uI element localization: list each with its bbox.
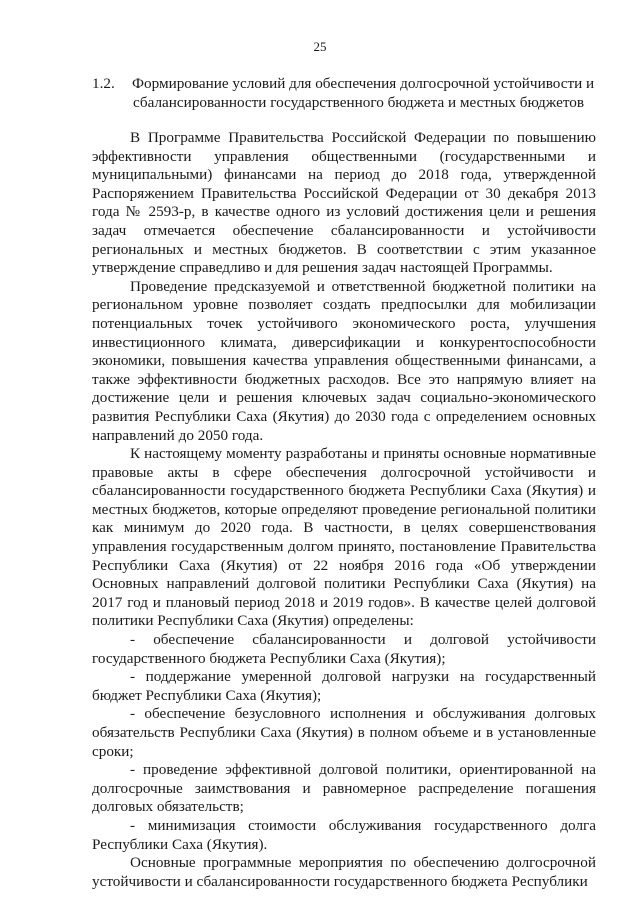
section-title-line-2: сбалансированности государственного бюджета и местных бюджетов [132, 94, 585, 111]
list-item: - обеспечение сбалансированности и долговой устойчивости государственного бюджета Республики Саха (Якутия); [92, 631, 596, 667]
section-title-line-1: Формирование условий для обеспечения долгосрочной устойчивости и [132, 75, 595, 92]
page-number: 25 [313, 39, 327, 54]
list-item: - проведение эффективной долговой политики, ориентированной на долгосрочные заимствования и равномерное распределение погашения долговых обязательств; [92, 761, 596, 816]
list-item: - обеспечение безусловного исполнения и обслуживания долговых обязательств Республики Саха (Якутия) в полном объеме и в установленные сроки; [92, 705, 596, 760]
body-text [92, 129, 596, 891]
list-item: - поддержание умеренной долговой нагрузки на государственный бюджет Республики Саха (Якутия); [92, 668, 596, 704]
closing-paragraph: Основные программные мероприятия по обеспечению долгосрочной устойчивости и сбалансированности государственного бюджета Республики [92, 854, 596, 890]
paragraph: В Программе Правительства Российской Федерации по повышению эффективности управления общественными (государственными и муниципальными) финансами на период до 2018 года, утвержденной Распоряжением Правительства Российской Федерации от 30 декабря 2013 года № 2593-р, в качестве одного из условий достижения цели и решения задач отмечается обеспечение сбалансированности и устойчивости региональных и местных бюджетов. В соответствии с этим указанное утверждение справедливо и для решения задач настоящей Программы. [92, 129, 596, 277]
list-item: - минимизация стоимости обслуживания государственного долга Республики Саха (Якутия). [92, 816, 596, 853]
section-number: 1.2. [92, 75, 115, 92]
paragraph: Проведение предсказуемой и ответственной бюджетной политики на региональном уровне позволяет создать предпосылки для мобилизации потенциальных точек устойчивого экономического роста, улучшения инвестиционного климата, диверсификации и конкурентоспособности экономики, повышения качества управления общественными финансами, а также эффективности бюджетных расходов. Все это напрямую влияет на достижение цели и решения ключевых задач социально-экономического развития Республики Саха (Якутия) до 2030 года с определением основных направлений до 2050 года. [92, 277, 596, 444]
section-heading [92, 74, 607, 112]
paragraph: К настоящему моменту разработаны и приняты основные нормативные правовые акты в сфере обеспечения долгосрочной устойчивости и сбалансированности государственного бюджета Республики Саха (Якутия) и местных бюджетов, которые определяют проведение региональной политики как минимум до 2020 года. В частности, в целях совершенствования управления государственным долгом принято, постановление Правительства Республики Саха (Якутия) от 22 ноября 2016 года «Об утверждении Основных направлений долговой политики Республики Саха (Якутия) на 2017 год и плановый период 2018 и 2019 годов». В качестве целей долговой политики Республики Саха (Якутия) определены: [92, 445, 596, 630]
